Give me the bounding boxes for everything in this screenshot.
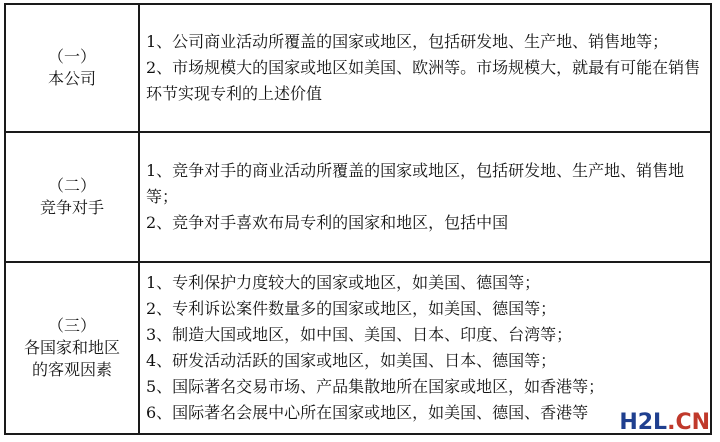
- list-item: 2、竞争对手喜欢布局专利的国家和地区，包括中国: [146, 213, 509, 232]
- category-number: （三）: [47, 316, 96, 335]
- table-row-competitor: [5, 132, 711, 262]
- description-cell: [139, 132, 711, 262]
- criteria-table: [4, 3, 712, 435]
- category-label: 各国家和地区: [23, 338, 120, 357]
- category-cell: [5, 4, 139, 132]
- list-item: 1、竞争对手的商业活动所覆盖的国家或地区，包括研发地、生产地、销售地等；: [146, 161, 685, 206]
- category-label: 竞争对手: [39, 198, 104, 217]
- list-item: 1、公司商业活动所覆盖的国家或地区，包括研发地、生产地、销售地等；: [146, 32, 669, 51]
- list-item: 3、制造大国或地区，如中国、美国、日本、印度、台湾等；: [146, 325, 573, 344]
- description-cell: [139, 262, 711, 434]
- watermark-dot: .: [667, 410, 676, 435]
- list-item: 1、专利保护力度较大的国家或地区，如美国、德国等；: [146, 273, 541, 292]
- table-row-objective-factors: [5, 262, 711, 434]
- category-number: （二）: [47, 176, 96, 195]
- watermark-logo: [619, 412, 710, 434]
- watermark-suffix: CN: [675, 410, 710, 435]
- category-label: 本公司: [47, 69, 96, 88]
- category-number: （一）: [47, 47, 96, 66]
- list-item: 2、市场规模大的国家或地区如美国、欧洲等。市场规模大，就最有可能在销售环节实现专利的上述价值: [146, 58, 701, 103]
- category-label-cont: 的客观因素: [31, 360, 112, 379]
- table-row-company: [5, 4, 711, 132]
- list-item: 4、研发活动活跃的国家或地区，如美国、日本、德国等；: [146, 351, 557, 370]
- list-item: 5、国际著名交易市场、产品集散地所在国家或地区，如香港等；: [146, 377, 605, 396]
- watermark-text: H2L: [619, 410, 668, 435]
- list-item: 6、国际著名会展中心所在国家或地区，如美国、德国、香港等: [146, 403, 589, 422]
- list-item: 2、专利诉讼案件数量多的国家或地区，如美国、德国等；: [146, 299, 557, 318]
- category-cell: [5, 132, 139, 262]
- category-cell: [5, 262, 139, 434]
- description-cell: [139, 4, 711, 132]
